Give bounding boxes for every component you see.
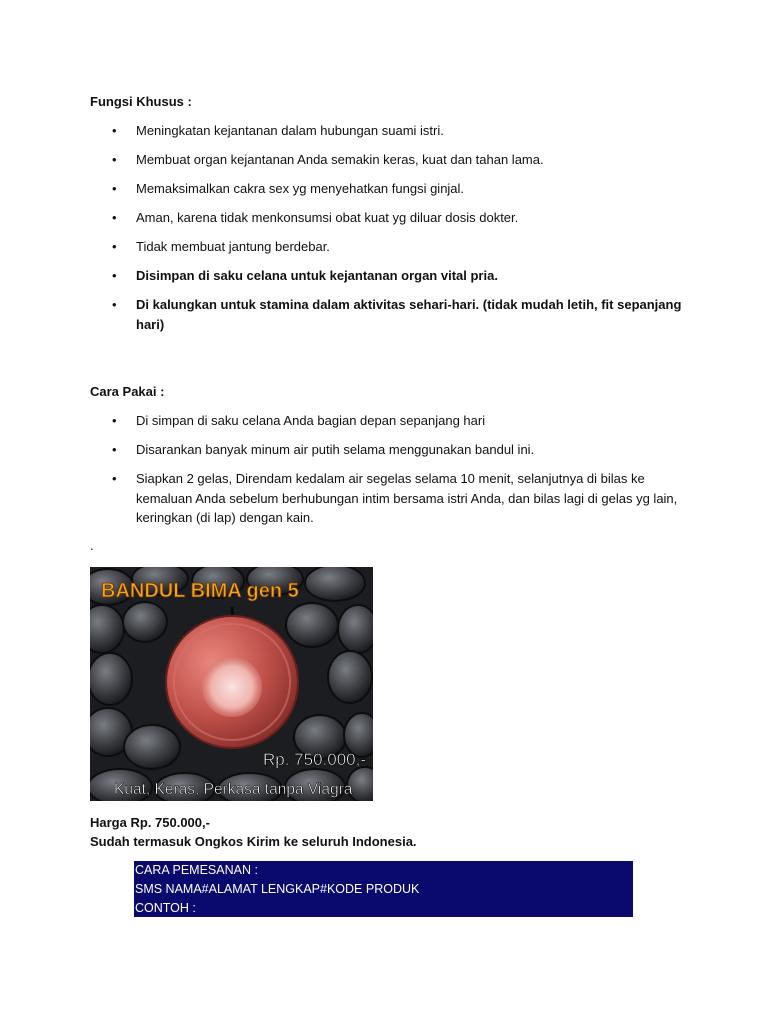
product-image [90, 567, 373, 801]
list-item: • Di simpan di saku celana Anda bagian depan sepanjang hari [0, 411, 768, 431]
list-item: • Di kalungkan untuk stamina dalam aktivitas sehari-hari. (tidak mudah letih, fit sepanjang hari) [112, 297, 682, 332]
product-price-text: Rp. 750.000,- [263, 750, 367, 769]
order-example-label: CONTOH : [135, 901, 196, 915]
order-instructions-box [134, 861, 633, 917]
list-item: • Tidak membuat jantung berdebar. [0, 237, 768, 257]
bullet-icon: • [112, 123, 117, 138]
fungsi-list [0, 121, 768, 344]
bullet-icon: • [112, 297, 117, 312]
separator-dot: . [90, 538, 94, 553]
product-title-text: BANDUL BIMA gen 5 [101, 580, 299, 602]
list-item: • Aman, karena tidak menkonsumsi obat kuat yg diluar dosis dokter. [0, 208, 768, 228]
list-item: • Meningkatan kejantanan dalam hubungan suami istri. [0, 121, 768, 141]
bullet-icon: • [112, 471, 117, 486]
list-item: • Siapkan 2 gelas, Direndam kedalam air segelas selama 10 menit, selanjutnya di bilas ke kemaluan Anda sebelum berhubungan intim bersama istri Anda, dan bilas lagi di gelas yg lain, keringkan (di lap) dengan kain. [112, 471, 678, 525]
price-line: Harga Rp. 750.000,- [90, 815, 210, 830]
fungsi-heading: Fungsi Khusus : [90, 94, 192, 109]
list-item: • Memaksimalkan cakra sex yg menyehatkan fungsi ginjal. [0, 179, 768, 199]
bullet-icon: • [112, 210, 117, 225]
bullet-icon: • [112, 268, 117, 283]
order-format: SMS NAMA#ALAMAT LENGKAP#KODE PRODUK [135, 882, 420, 896]
list-item: • Disarankan banyak minum air putih selama menggunakan bandul ini. [0, 440, 768, 460]
shipping-line: Sudah termasuk Ongkos Kirim ke seluruh Indonesia. [90, 834, 417, 849]
list-item: • Disimpan di saku celana untuk kejantanan organ vital pria. [0, 266, 768, 286]
bullet-icon: • [112, 181, 117, 196]
order-heading: CARA PEMESANAN : [135, 863, 258, 877]
bullet-icon: • [112, 152, 117, 167]
list-item: • Membuat organ kejantanan Anda semakin keras, kuat dan tahan lama. [0, 150, 768, 170]
product-tagline-text: Kuat, Keras, Perkasa tanpa Viagra [114, 781, 353, 798]
bullet-icon: • [112, 413, 117, 428]
cara-pakai-heading: Cara Pakai : [90, 384, 165, 399]
product-image-svg [90, 567, 373, 801]
bullet-icon: • [112, 239, 117, 254]
cara-pakai-list [0, 411, 768, 537]
price-block [90, 813, 417, 851]
bullet-icon: • [112, 442, 117, 457]
